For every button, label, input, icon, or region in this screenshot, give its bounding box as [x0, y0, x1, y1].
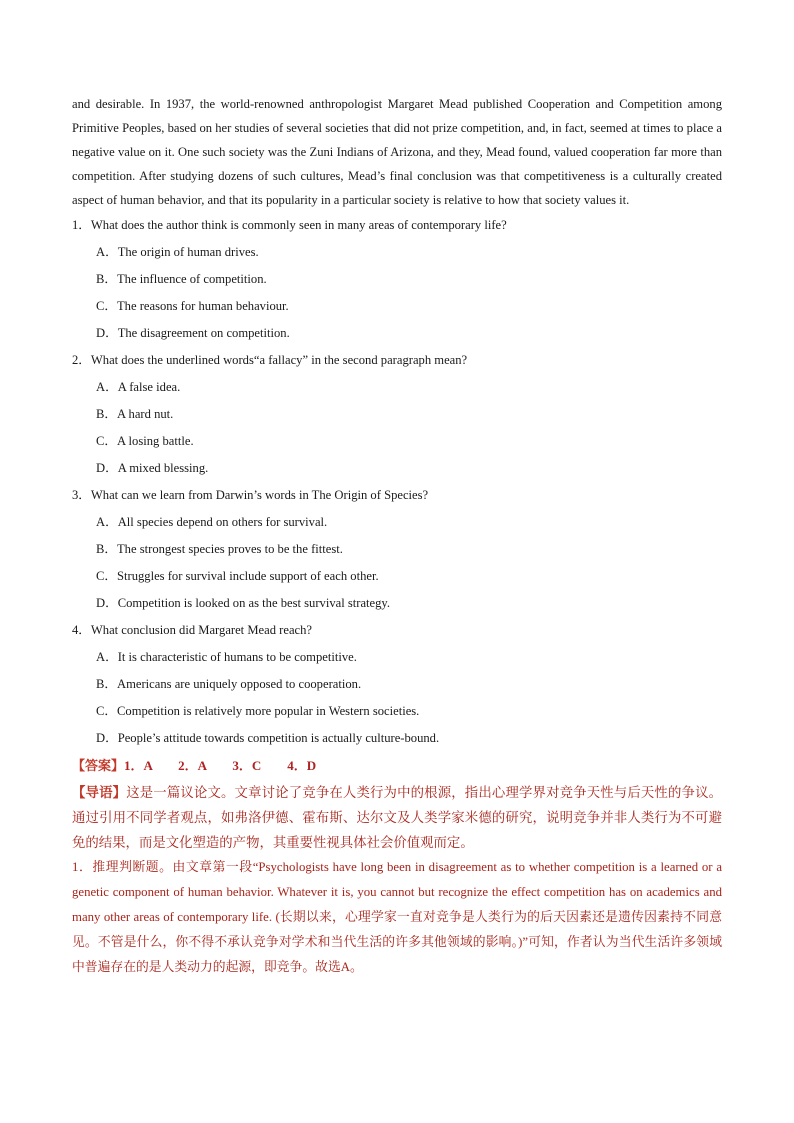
- option-a: A．The origin of human drives.: [96, 245, 259, 259]
- option-d: D．Competition is looked on as the best survival strategy.: [96, 596, 391, 610]
- question-1: [72, 212, 722, 347]
- explanation-paragraph: 1．推理判断题。由文章第一段“Psychologists have long been in disagreement as to whether competition is a learned or a genetic component of human behavior. Whatever it is, you cannot but recognize the effect competition has on academics and many other areas of contemporary life. (长期以来，心理学家一直对竞争是人类行为的后天因素还是遗传因素持不同意见。不管是什么，你不得不承认竞争对学术和当代生活的许多其他领域的影响。)”可知，作者认为当代生活许多领域中普遍存在的是人类动力的起源，即竞争。故选A。: [72, 860, 722, 974]
- question-3: [72, 482, 722, 617]
- option-b: B．The strongest species proves to be the fittest.: [96, 542, 343, 556]
- passage-paragraph: and desirable. In 1937, the world-renowned anthropologist Margaret Mead published Cooperation and Competition among Primitive Peoples, based on her studies of several societies that did not prize competition, and, in fact, seemed at times to place a negative value on it. One such society was the Zuni Indians of Arizona, and they, Mead found, valued cooperation far more than competition. After studying dozens of such cultures, Mead’s final conclusion was that competitiveness is a culturally created aspect of human behavior, and that its popularity in a particular society is relative to how that society values it.: [72, 97, 722, 207]
- option-a: A．It is characteristic of humans to be competitive.: [96, 650, 357, 664]
- option-b: B．The influence of competition.: [96, 272, 267, 286]
- answer-key: [72, 754, 722, 778]
- option-c: C．A losing battle.: [96, 434, 194, 448]
- question-stem: 1．What does the author think is commonly seen in many areas of contemporary life?: [72, 218, 507, 232]
- option-c: C．Competition is relatively more popular in Western societies.: [96, 704, 420, 718]
- option-a: A．All species depend on others for survival.: [96, 515, 328, 529]
- guide-text: 这是一篇议论文。文章讨论了竞争在人类行为中的根源，指出心理学界对竞争天性与后天性的争议。通过引用不同学者观点，如弗洛伊德、霍布斯、达尔文及人类学家米德的研究，说明竞争并非人类行为不可避免的结果，而是文化塑造的产物，其重要性视具体社会价值观而定。: [72, 785, 723, 850]
- question-2: [72, 347, 722, 482]
- option-d: D．The disagreement on competition.: [96, 326, 290, 340]
- option-a: A．A false idea.: [96, 380, 181, 394]
- option-c: C．Struggles for survival include support of each other.: [96, 569, 379, 583]
- option-d: D．A mixed blessing.: [96, 461, 209, 475]
- guide-label: 【导语】: [72, 785, 127, 800]
- option-d: D．People’s attitude towards competition is actually culture-bound.: [96, 731, 440, 745]
- question-stem: 2．What does the underlined words“a fallacy” in the second paragraph mean?: [72, 353, 468, 367]
- option-b: B．Americans are uniquely opposed to cooperation.: [96, 677, 362, 691]
- option-b: B．A hard nut.: [96, 407, 174, 421]
- question-stem: 4．What conclusion did Margaret Mead reach?: [72, 623, 313, 637]
- guide-paragraph: [72, 780, 722, 855]
- option-c: C．The reasons for human behaviour.: [96, 299, 289, 313]
- answer-text: 1．A 2．A 3．C 4．D: [124, 758, 317, 773]
- document-page: [72, 92, 722, 980]
- question-4: [72, 617, 722, 752]
- answer-label: 【答案】: [72, 758, 125, 773]
- question-stem: 3．What can we learn from Darwin’s words in The Origin of Species?: [72, 488, 429, 502]
